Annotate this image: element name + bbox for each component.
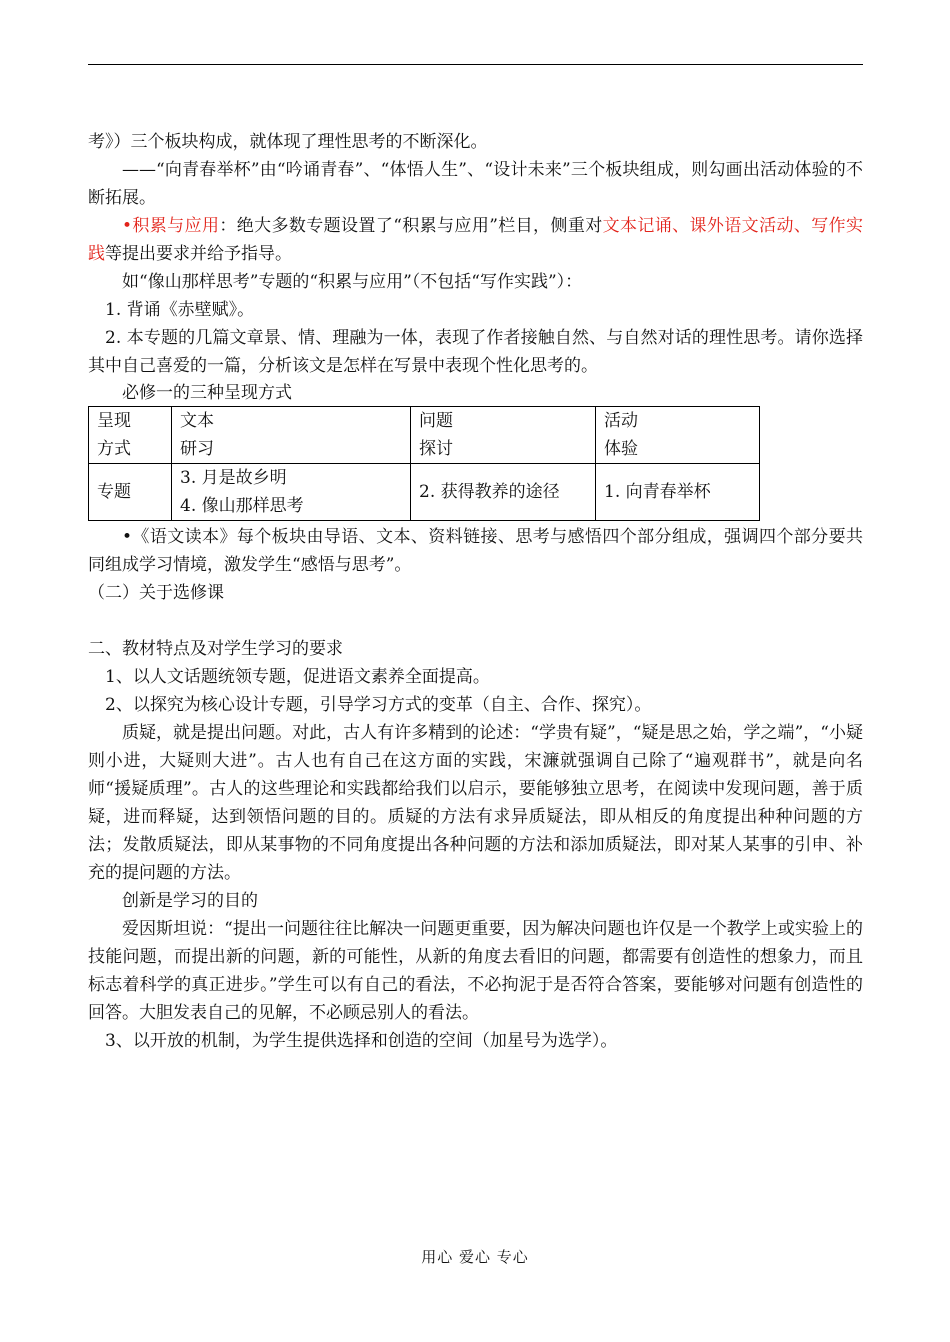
einstein-paragraph: 爱因斯坦说：“提出一问题往往比解决一问题更重要，因为解决问题也许仅是一个教学上或实验上的技能问题，而提出新的问题，新的可能性，从新的角度去看旧的问题，都需要有创造性的想象力，而且标志着科学的真正进步。”学生可以有自己的看法，不必拘泥于是否符合答案，要能够对问题有创造性的回答。大胆发表自己的见解，不必顾忌别人的看法。 <box>88 919 863 1023</box>
reader-paragraph: •《语文读本》每个板块由导语、文本、资料链接、思考与感悟四个部分组成，强调四个部分要共同组成学习情境，激发学生“感悟与思考”。 <box>88 527 863 575</box>
cell-problem: 2. 获得教养的途径 <box>411 464 596 521</box>
task-item-1: 1. 背诵《赤壁赋》。 <box>105 300 255 320</box>
presentation-table <box>88 406 760 521</box>
cell-activity: 1. 向青春举杯 <box>596 464 760 521</box>
example-intro: 如“像山那样思考”专题的“积累与应用”（不包括“写作实践”）： <box>122 272 583 292</box>
innovation-title: 创新是学习的目的 <box>122 891 258 911</box>
feature-point-3: 3、以开放的机制，为学生提供选择和创造的空间（加星号为选学）。 <box>105 1031 618 1051</box>
section-heading: 二、教材特点及对学生学习的要求 <box>88 639 343 659</box>
task-item-2: 2. 本专题的几篇文章景、情、理融为一体，表现了作者接触自然、与自然对话的理性思考。请你选择其中自己喜爱的一篇，分析该文是怎样在写景中表现个性化思考的。 <box>88 328 863 376</box>
feature-point-2: 2、以探究为核心设计专题，引导学习方式的变革（自主、合作、探究）。 <box>105 695 652 715</box>
header-cell-problem: 问题 探讨 <box>411 407 596 464</box>
accumulation-paragraph <box>88 212 863 268</box>
questioning-paragraph: 质疑，就是提出问题。对此，古人有许多精到的论述：“学贵有疑”，“疑是思之始，学之端”，“小疑则小进，大疑则大进”。古人也有自己在这方面的实践，宋濂就强调自己除了“遍观群书”，就是向名师“援疑质理”。古人的这些理论和实践都给我们以启示，要能够独立思考，在阅读中发现问题，善于质疑，进而释疑，达到领悟问题的目的。质疑的方法有求异质疑法，即从相反的角度提出种种问题的方法；发散质疑法，即从某事物的不同角度提出各种问题的方法和添加质疑法，即对某人某事的引申、补充的提问题的方法。 <box>88 723 863 883</box>
accumulation-tail: 等提出要求并给予指导。 <box>105 244 292 264</box>
accumulation-text: ：绝大多数专题设置了“积累与应用”栏目，侧重对 <box>219 216 603 236</box>
table-header-row <box>89 407 760 464</box>
header-cell-activity: 活动 体验 <box>596 407 760 464</box>
elective-heading: （二）关于选修课 <box>88 583 224 603</box>
page-footer: 用心 爱心 专心 <box>421 1248 529 1266</box>
accumulation-highlight: 文本记诵、课外语文活动、写作实践 <box>88 216 863 264</box>
cell-topic-label: 专题 <box>89 464 172 521</box>
page-body <box>88 128 863 1055</box>
continued-line: 考》）三个板块构成，就体现了理性思考的不断深化。 <box>88 132 488 152</box>
header-cell-mode: 呈现 方式 <box>89 407 172 464</box>
cell-text-study: 3. 月是故乡明 4. 像山那样思考 <box>172 464 411 521</box>
table-row <box>89 464 760 521</box>
feature-point-1: 1、以人文话题统领专题，促进语文素养全面提高。 <box>105 667 490 687</box>
table-caption: 必修一的三种呈现方式 <box>122 383 292 403</box>
header-cell-text: 文本 研习 <box>172 407 411 464</box>
header-rule <box>88 64 863 65</box>
accumulation-heading: •积累与应用 <box>122 216 220 236</box>
activity-paragraph: ——“向青春举杯”由“吟诵青春”、“体悟人生”、“设计未来”三个板块组成，则勾画出活动体验的不断拓展。 <box>88 160 863 208</box>
